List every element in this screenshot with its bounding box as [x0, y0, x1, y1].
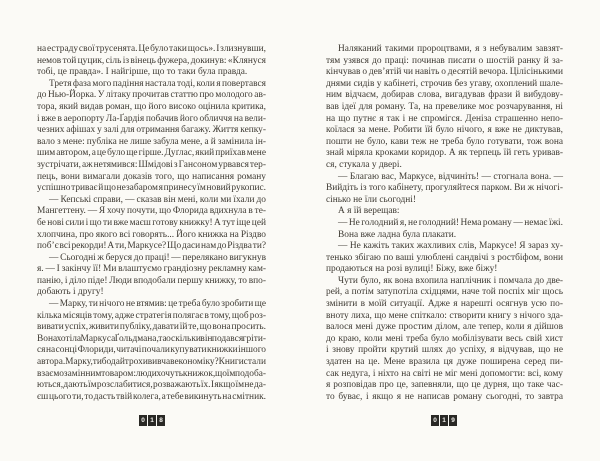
text-line: днями сидів у кабінеті, строчив без угаву, охоплений шале-: [326, 78, 563, 89]
text-line: сінько не їли сьогодні!: [326, 194, 416, 205]
text-line: — Не кажіть таких жахливих слів, Маркусе! Я зараз ху-: [338, 241, 563, 252]
text-line: продаються на розі вулиці! Біжу, вже біжу!: [326, 264, 498, 275]
text-line: єш цього ти, то дасть твій колега, а тебе викинуть на смітник.: [37, 391, 266, 402]
text-line: хлопчина, про якого всі говорять... Його книжка на Різдво: [37, 229, 266, 240]
text-line: до Нью-Йорка. У літаку прочитав статтю про молодого ав-: [37, 90, 266, 101]
left-page-number: [139, 415, 165, 426]
page-number-digit: 1: [440, 415, 448, 426]
text-line: шим автором, а це було ще гірше. Дуґлас, який приїхав мене: [37, 148, 266, 159]
text-line: добають і другу!: [37, 287, 104, 298]
text-line: Вона хотіла Маркуса Ґольдмана, та оскільки він подався гріти-: [37, 333, 266, 344]
text-line: коїлася за мене. Робити їй було нічого, я вже не диктував,: [326, 125, 563, 136]
text-line: ся на сонці Флориди, читачі почали купувати книжки іншого: [37, 345, 266, 356]
text-line: Вона вже ладна була плакати.: [338, 229, 457, 240]
text-line: вало з мене: публіка не лише забула мене, а й замінила ін-: [37, 136, 266, 147]
text-line: тобі, це правда». І найгірше, що то таки була правда.: [37, 67, 248, 78]
text-line: тенько збігаю по ваші улюблені сандвічі з ростбіфом, вони: [326, 252, 563, 263]
text-line: Чути було, як вона вхопила наплічник і помчала до две-: [338, 275, 563, 286]
text-line: то буває, і якщо я не написав роману сьогодні, то завтра: [326, 391, 563, 402]
text-line: Мангеттену. — Я хочу почути, що Флорида вдихнула в те-: [37, 206, 266, 217]
text-line: успішно триває й що незабаром я принесу їм новий рукопис.: [37, 183, 266, 194]
text-line: я. — І закінчу її! Ми влаштуємо грандіозну рекламну кам-: [37, 264, 266, 275]
text-line: тям узявся до праці: починав писати о шостій ранку й за-: [326, 55, 563, 66]
text-line: тора, який видав роман, що його високо оцінила критика,: [37, 101, 266, 112]
text-line: — Сьогодні ж беруся до праці! — перелякано вигукнув: [49, 252, 266, 263]
text-line: — Благаю вас, Маркусе, відчиніть! — стогнала вона. —: [338, 171, 563, 182]
text-line: — Не голодний я, не голодний! Нема роману — немає їжі.: [338, 217, 563, 228]
text-line: Вийдіть із того кабінету, прогуляйтеся парком. Ви ж нічогі-: [326, 183, 563, 194]
text-line: валося мені дуже простим ділом, але тепер, коли я дійшов: [326, 322, 563, 333]
text-line: здатен на це. Мене вразила ця дуже поширена серед пи-: [326, 357, 563, 368]
text-line: поб’є всі рекорди! А ти, Маркусе? Що даси нам до Різдва ти?: [37, 241, 266, 252]
text-line: ються, дають їм розслабитися, розважають їх. І якщо їм не да-: [37, 380, 266, 391]
text-line: і знову пройти крутий шлях до успіху, я відчував, що не: [326, 345, 563, 356]
text-line: зустрічати, аж нетямився: Шмідові з Гансоном урвався тер-: [37, 159, 266, 170]
text-line: на що путнє я так і не спромігся. Деніза страшенно непо-: [326, 113, 563, 124]
text-line: панію, і діло піде! Люди вподобали першу книжку, то впо-: [37, 275, 266, 286]
text-line: взаємозамінним товаром: люди хочуть книжок, що їм подоба-: [37, 368, 266, 379]
text-line: кілька місяців тому, адже стратегія полягає в тому, щоб роз-: [37, 310, 266, 321]
text-line: кінчував о дев’ятій чи навіть о десятій вечора. Цілісінькими: [326, 67, 563, 78]
text-line: рей, а потім затупотіла східцями, наче той поспіх міг щось: [326, 287, 563, 298]
page-number-digit: 8: [157, 415, 165, 426]
text-line: і вже в аеропорту Ла-Ґардія побачив його обличчя на вели-: [37, 113, 266, 124]
page-number-digit: 0: [431, 415, 439, 426]
text-line: ним відчаєм, добирав слова, вигадував фрази й вибудову-: [326, 90, 563, 101]
page-number-digit: 0: [139, 415, 147, 426]
page-number-digit: 9: [449, 415, 457, 426]
text-line: я розповідав про це, запевняли, що це дурня, що таке час-: [326, 380, 563, 391]
text-line: А я їй верещав:: [338, 206, 400, 217]
text-line: — Кепські справи, — сказав він мені, коли ми їхали до: [49, 194, 266, 205]
text-line: знай міряла кроками коридор. А як терпець їй геть уривав-: [326, 148, 563, 159]
text-line: пошти не було, кави теж не треба було готувати, тож вона: [326, 136, 563, 147]
text-line: бе нові сили і що ти вже маєш готову книжку! А тут іще цей: [37, 217, 266, 228]
text-line: вав ідеї для роману. Та, на превелике моє розчарування, ні: [326, 101, 563, 112]
text-line: Третя фаза мого падіння настала тоді, коли я повертався: [49, 78, 266, 89]
right-page-text: [326, 44, 563, 403]
right-page-number: [431, 415, 457, 426]
text-line: Наляканий такими пророцтвами, я з небувалим завзят-: [338, 44, 563, 54]
text-line: на естраду свої трусенята. Це було таки щось». І злизнувши,: [37, 44, 266, 54]
text-line: пець, вони вимагали доказів того, що написання роману: [37, 171, 266, 182]
text-line: — Марку, ти нічого не втямив: це треба було зробити ще: [49, 299, 266, 310]
text-line: сак недуга, і ніхто на світі не міг мені допомогти: всі, кому: [326, 368, 563, 379]
text-line: змінити в моїй ситуації. Адже я нарешті осягнув усю по-: [326, 299, 563, 310]
text-line: автора. Марку, ти бодай трохи вивчав економіку? Книги стали: [37, 357, 266, 368]
text-line: вивати успіх, живити публіку, давати їй те, що вона просить.: [37, 322, 266, 333]
page-number-digit: 1: [148, 415, 156, 426]
text-line: вноту лиха, що мене спіткало: створити книгу з нічого зда-: [326, 310, 563, 321]
text-line: немов той цуцик, сіль із вінець фужера, докинув: «Клянуся: [37, 55, 266, 66]
text-line: ся, стукала у двері.: [326, 159, 402, 170]
text-line: чезних афішах у залі для отримання багажу. Життя кепку-: [37, 125, 266, 136]
text-line: до краю, коли мені треба було мобілізувати весь свій хист: [326, 333, 563, 344]
left-page-text: [37, 44, 266, 403]
